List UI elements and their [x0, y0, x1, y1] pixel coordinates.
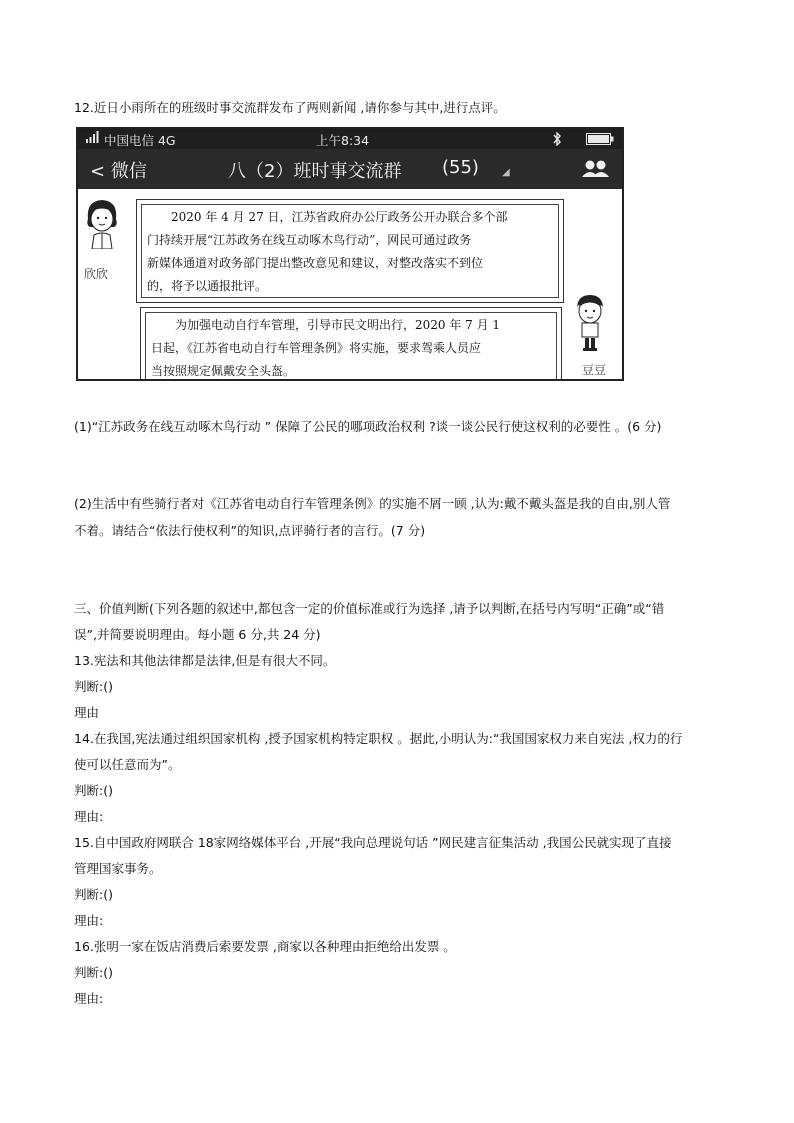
q16-text: 16.张明一家在饭店消费后索要发票 ,商家以各种理由拒绝给出发票 。 [74, 939, 456, 954]
q14-judgment: 判断:() [74, 783, 113, 798]
people-icon [580, 159, 612, 179]
group-members-button[interactable] [580, 159, 612, 183]
message-text [151, 314, 500, 381]
chat-title: 八（2）班时事交流群 [228, 161, 402, 182]
q16-reason: 理由: [74, 991, 104, 1006]
avatar-xinxin [82, 195, 122, 253]
message-line: 日起，《江苏省电动自行车管理条例》将实施，要求驾乘人员应 [151, 341, 482, 355]
status-bar [78, 129, 622, 149]
clock: 上午8:34 [316, 133, 370, 148]
message-line: 当按照规定佩戴安全头盔。 [151, 364, 296, 378]
back-label: 微信 [110, 161, 147, 182]
q15-judgment: 判断:() [74, 887, 113, 902]
sender-name: 豆豆 [582, 363, 607, 377]
member-count: (55) [442, 157, 479, 178]
q12-part1: (1)“江苏政务在线互动啄木鸟行动 ” 保障了公民的哪项政治权利 ?谈一谈公民行使这权利的必要性 。(6 分) [74, 419, 662, 434]
q14-text-line1: 14.在我国,宪法通过组织国家机构 ,授予国家机构特定职权 。据此,小明认为:“我国国家权力来自宪法 ,权力的行 [74, 731, 683, 746]
q15-text-line1: 15.自中国政府网联合 18家网络媒体平台 ,开展“我向总理说句话 ”网民建言征集活动 ,我国公民就实现了直接 [74, 835, 672, 850]
bluetooth-icon [552, 132, 562, 149]
q12-part2-line2: 不着。请结合“依法行使权利”的知识,点评骑行者的言行。(7 分) [74, 523, 426, 538]
chevron-left-icon: < [90, 161, 106, 182]
q16-judgment: 判断:() [74, 965, 113, 980]
q15-text-line2: 管理国家事务。 [74, 861, 162, 876]
avatar-doudou [572, 293, 608, 355]
message-line: 的，将予以通报批评。 [147, 279, 268, 293]
message-line: 新媒体通道对政务部门提出整改意见和建议，对整改落实不到位 [147, 256, 484, 270]
q12-part2-line1: (2)生活中有些骑行者对《江苏省电动自行车管理条例》的实施不屑一顾 ,认为:戴不戴头盔是我的自由,别人管 [74, 496, 671, 511]
message-line: 2020 年 4 月 27 日，江苏省政府办公厅政务公开办联合多个部 [171, 210, 508, 224]
chat-message [140, 307, 562, 381]
message-line: 为加强电动自行车管理，引导市民文明出行，2020 年 7 月 1 [175, 318, 501, 332]
q15-reason: 理由: [74, 913, 104, 928]
q13-judgment: 判断:() [74, 679, 113, 694]
q14-reason: 理由: [74, 809, 104, 824]
signal-icon [86, 131, 100, 146]
q14-text-line2: 使可以任意而为”。 [74, 757, 181, 772]
wechat-chat-screenshot [76, 127, 624, 381]
chat-message [136, 199, 564, 303]
message-line: 门持续开展“江苏政务在线互动啄木鸟行动”，网民可通过政务 [147, 233, 472, 247]
back-button[interactable] [90, 157, 147, 183]
sender-name: 欣欣 [84, 267, 109, 281]
mute-icon: ◢ [502, 167, 510, 178]
battery-icon [586, 133, 614, 148]
section3-heading-line2: 误”,并简要说明理由。每小题 6 分,共 24 分) [74, 627, 321, 642]
chat-header [78, 149, 622, 189]
section3-heading-line1: 三、价值判断(下列各题的叙述中,都包含一定的价值标准或行为选择 ,请予以判断,在括号内写明“正确”或“错 [74, 601, 665, 616]
q12-intro: 12.近日小雨所在的班级时事交流群发布了两则新闻 ,请你参与其中,进行点评。 [74, 100, 506, 115]
q13-reason: 理由 [74, 705, 100, 720]
q13-text: 13.宪法和其他法律都是法律,但是有很大不同。 [74, 653, 336, 668]
carrier-label: 中国电信 4G [104, 133, 176, 148]
message-text [147, 206, 508, 298]
